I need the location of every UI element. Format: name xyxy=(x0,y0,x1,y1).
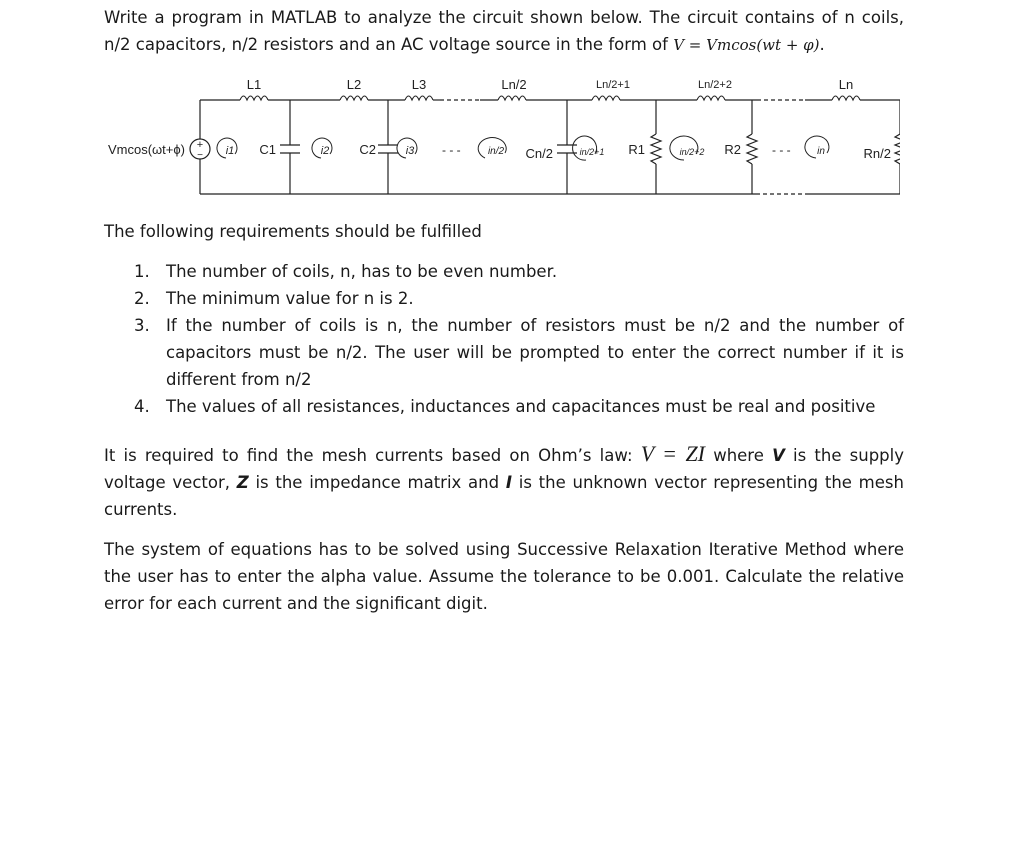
source-label: Vmcos(ωt+ϕ) xyxy=(107,142,185,157)
ohm-equation: V = ZI xyxy=(640,441,706,466)
list-item xyxy=(104,393,904,420)
intro-period: . xyxy=(819,35,825,54)
sor-paragraph: The system of equations has to be solved using Successive Relaxation Iterative Method where the user has to enter the alpha value. Assume the tolerance to be 0.001. Calculate the relative error for each current and the significant digit. xyxy=(104,540,904,613)
mesh-current-label: i2 xyxy=(320,145,330,157)
coil-label: L3 xyxy=(411,77,427,92)
resistor-label: Rn/2 xyxy=(863,146,891,161)
list-text: If the number of coils is n, the number of resistors must be n/2 and the number of capacitors must be n/2. The user will be prompted to enter the correct number if it is different from n/2 xyxy=(166,316,904,389)
list-text: The values of all resistances, inductances and capacitances must be real and positive xyxy=(166,397,876,416)
resistor-label: R2 xyxy=(724,142,741,157)
list-item xyxy=(104,285,904,312)
coil-label: L1 xyxy=(246,77,262,92)
ohm-text: is the supply voltage vector, xyxy=(104,446,905,492)
list-number: 2. xyxy=(134,289,150,308)
mesh-current-label: in/2+1 xyxy=(579,147,605,157)
coil-label: Ln/2 xyxy=(501,77,527,92)
resistor-label: R1 xyxy=(628,142,645,157)
coil-label: Ln/2+2 xyxy=(698,79,732,91)
source-plus-sign: + xyxy=(196,139,204,151)
coil-label: Ln xyxy=(838,77,854,92)
coil-label: L2 xyxy=(346,77,362,92)
list-item xyxy=(104,258,904,285)
mesh-current-label: in xyxy=(817,146,825,157)
capacitor-label: C1 xyxy=(259,142,276,157)
ohm-var-v: V xyxy=(772,446,785,465)
ohm-text: is the impedance matrix and xyxy=(255,473,500,492)
ohm-var-i: I xyxy=(505,473,512,492)
continuation-dashes: - - - xyxy=(772,143,791,157)
ohms-law-paragraph xyxy=(104,440,904,523)
mesh-current-label: i1 xyxy=(225,145,235,157)
source-minus-sign: − xyxy=(197,150,203,161)
list-text: The minimum value for n is 2. xyxy=(166,289,414,308)
ohm-text: is the unknown vector representing the mesh currents. xyxy=(104,473,904,519)
source-equation: V = Vmcos(wt + φ) xyxy=(673,36,820,54)
mesh-current-label: i3 xyxy=(405,145,415,157)
list-text: The number of coils, n, has to be even number. xyxy=(166,262,558,281)
circuit-diagram xyxy=(100,72,900,202)
capacitor-label: C2 xyxy=(359,142,376,157)
ohm-lead-text: It is required to find the mesh currents based on Ohm’s law: xyxy=(104,446,633,465)
capacitor-label: Cn/2 xyxy=(525,146,553,161)
list-number: 4. xyxy=(134,397,150,416)
requirements-list xyxy=(104,258,904,420)
list-number: 3. xyxy=(134,316,150,335)
intro-paragraph xyxy=(104,4,904,59)
list-number: 1. xyxy=(134,262,150,281)
mesh-current-label: in/2 xyxy=(487,146,505,157)
ohm-text: where xyxy=(713,446,764,465)
requirements-heading: The following requirements should be fulfilled xyxy=(104,222,482,241)
mesh-current-label: in/2+2 xyxy=(679,147,705,157)
intro-text: Write a program in MATLAB to analyze the circuit shown below. The circuit contains of n coils, n/2 capacitors, n/2 resistors and an AC voltage source in the form of xyxy=(104,8,904,54)
ohm-var-z: Z xyxy=(236,473,249,492)
coil-label: Ln/2+1 xyxy=(596,79,630,91)
continuation-dashes: - - - xyxy=(442,143,461,157)
list-item xyxy=(104,312,904,393)
